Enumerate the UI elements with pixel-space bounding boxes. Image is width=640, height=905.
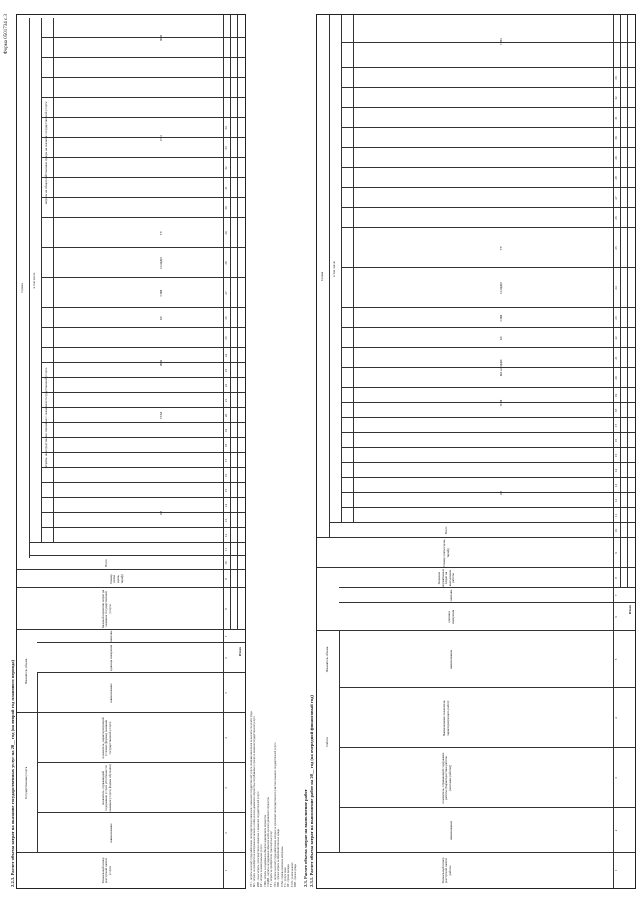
s2-header-work-group: Работа bbox=[325, 737, 330, 747]
s2-colnum: 7 bbox=[613, 594, 618, 597]
s2-colnum: 27 bbox=[613, 196, 618, 200]
s2-colnum: 30 bbox=[613, 136, 618, 140]
s2-colnum: 32 bbox=[613, 96, 618, 100]
s2-header-pnz: ПНЗ bbox=[499, 38, 504, 45]
s1-header-ot: ОТ bbox=[159, 510, 164, 516]
s2-colnum: 31 bbox=[613, 116, 618, 120]
s1-colnum: 24 bbox=[223, 353, 228, 358]
s2-colnum: 4 bbox=[613, 717, 618, 719]
s1-colnum: 17 bbox=[223, 458, 228, 463]
s2-colnum: 5 bbox=[613, 658, 618, 661]
s1-colnum: 2 bbox=[223, 832, 228, 834]
s1-colnum: 30 bbox=[223, 206, 228, 210]
notes-block bbox=[250, 711, 298, 887]
note-line: ОТ2 - затраты на оплату труда работников, которые не принимают непосредственного участия в оказании государственной услуги bbox=[273, 742, 277, 887]
s2-colnum: 24 bbox=[613, 286, 618, 290]
s1-header-service-group: Государственная услуга bbox=[24, 766, 29, 800]
s1-colnum: 18 bbox=[223, 443, 228, 448]
s2-header-ku: КУ bbox=[499, 335, 504, 341]
section2-title-b: 2.3.1. Расчет объема затрат на выполнение работ на 20__ год (на очередной финансовый год) bbox=[309, 695, 314, 887]
s2-header-record-number: Уникальный номер реестровой записи работы bbox=[440, 857, 452, 884]
s1-colnum: 14 bbox=[223, 503, 228, 508]
s1-colnum: 6 bbox=[223, 657, 228, 659]
s2-header-ot: ОТ bbox=[499, 490, 504, 496]
s2-colnum: 10 bbox=[613, 528, 618, 533]
note-line: ПНЗ - прочие нужды bbox=[294, 863, 298, 887]
s2-colnum: 3 bbox=[613, 777, 618, 779]
s1-colnum: 28 bbox=[223, 261, 228, 265]
s1-colnum: 21 bbox=[223, 398, 228, 403]
s1-header-indicator-name: наименование bbox=[109, 683, 114, 703]
note-line: ПР - прочие расходы bbox=[287, 864, 291, 887]
s1-header-unit: единица измерения bbox=[109, 644, 114, 672]
s2-header-content: показатель, отражающий содержание работы (Характеристика работы (описание работы)) bbox=[440, 752, 452, 804]
s1-header-value: значение bbox=[109, 630, 114, 643]
s1-colnum: 33 bbox=[223, 146, 228, 150]
s2-colnum: 29 bbox=[613, 156, 618, 160]
s2-colnum: 25 bbox=[613, 246, 618, 250]
note-line: КУ - затраты на коммунальные услуги bbox=[260, 844, 264, 887]
s1-colnum: 9 bbox=[223, 578, 228, 580]
s2-colnum: 16 bbox=[613, 438, 618, 443]
note-line: ИНЗ - иные затраты, непосредственно связанные с оказанием государственной услуги bbox=[256, 791, 260, 887]
s1-header-sum: Сумма bbox=[20, 283, 25, 293]
s2-header-sodi: СОЦДИ bbox=[499, 282, 504, 294]
s1-header-sodi: СОЦДИ bbox=[159, 257, 164, 269]
s2-colnum: 1 bbox=[613, 869, 618, 872]
s1-header-conditions: показатель, характеризующий условия (формы) оказания государственной услуги bbox=[100, 717, 112, 759]
s1-colnum: 5 bbox=[223, 692, 228, 694]
s2-header-sum: Сумма bbox=[320, 271, 325, 282]
s1-header-gsm: ГСМ bbox=[159, 412, 164, 419]
s1-colnum: 27 bbox=[223, 291, 228, 295]
s1-colnum: 25 bbox=[223, 336, 228, 340]
s1-colnum: 11 bbox=[223, 547, 228, 552]
s2-colnum: 22 bbox=[613, 336, 618, 340]
s1-colnum: 7 bbox=[223, 635, 228, 638]
s2-header-indicator-group: Показатель объема bbox=[325, 646, 330, 673]
s1-header-name: наименование bbox=[109, 823, 114, 843]
s1-header-base-norm: Базовый норматив затрат на оказание государственной услуги bbox=[100, 589, 112, 629]
s1-colnum: 13 bbox=[223, 518, 228, 523]
s1-header-sni: СНИ bbox=[159, 289, 164, 297]
s1-colnum: 26 bbox=[223, 316, 228, 320]
s1-colnum: 34 bbox=[223, 126, 228, 130]
s2-colnum: 8 bbox=[613, 577, 618, 579]
s2-header-name: наименование bbox=[449, 820, 454, 841]
s2-colnum: 12 bbox=[613, 498, 618, 503]
s1-header-total: Всего bbox=[104, 559, 109, 567]
s1-header-including: в том числе bbox=[32, 272, 37, 289]
s1-header-tu: ТУ bbox=[159, 230, 164, 236]
s1-header-ot2: ОТ2 bbox=[159, 135, 164, 141]
s1-header-record-number: Уникальный номер реестровой записи услуги bbox=[100, 857, 112, 884]
s2-colnum: 9 bbox=[613, 552, 618, 554]
s1-colnum: 29 bbox=[223, 231, 228, 235]
s1-header-general-costs: затраты на общехозяйственные нужды на оказание государственной услуги bbox=[44, 101, 49, 205]
s2-header-price: Размер платы (цена, тариф) bbox=[442, 539, 450, 567]
section2-title-a: 2.3. Расчет объема затрат на выполнение работ bbox=[303, 789, 308, 887]
s1-header-inz: ИНЗ bbox=[159, 359, 164, 367]
s2-header-including: в том числе bbox=[332, 261, 337, 277]
s2-header-gsm: ГСМ bbox=[499, 399, 504, 407]
s2-colnum: 19 bbox=[613, 393, 618, 398]
s2-header-mz: МЗ и ОЦДИ bbox=[499, 359, 504, 377]
note-line: ОТ1 - затраты на оплату труда работников, непосредственно связанных с оказанием государственной услуги, включая начисления на выплаты по оплате труда bbox=[250, 711, 253, 887]
s1-header-price: Размер платы (цена, тариф) bbox=[108, 574, 124, 584]
s2-colnum: 26 bbox=[613, 216, 618, 220]
s2-colnum: 23 bbox=[613, 316, 618, 320]
s2-colnum: 20 bbox=[613, 376, 618, 380]
s1-header-indicator-group: Показатель объема bbox=[24, 658, 29, 685]
s2-colnum: 14 bbox=[613, 468, 618, 473]
s2-colnum: 17 bbox=[613, 423, 618, 428]
s1-header-pnz: ПНЗ bbox=[159, 34, 164, 42]
s2-header-unit: единица измерения bbox=[447, 609, 455, 625]
s1-colnum: 4 bbox=[223, 737, 228, 739]
s1-itogo: Итого bbox=[238, 646, 243, 657]
note-line: ПНЗ - прочие затраты на общехозяйственные нужды bbox=[277, 828, 281, 887]
s2-itogo: Итого bbox=[628, 604, 633, 615]
s1-colnum: 15 bbox=[223, 488, 228, 493]
s2-header-total: Всего bbox=[444, 526, 449, 535]
s2-header-sni: СНИ bbox=[499, 314, 504, 322]
note-line: ТУ - затраты на приобретение транспортных услуг bbox=[270, 830, 274, 887]
s1-header-direct-costs: затраты, непосредственно связанные с оказанием государственной услуги bbox=[44, 367, 49, 469]
note-line: УСН - уплата налогов bbox=[290, 862, 294, 887]
form-label: Форма 0501734 с.3 bbox=[4, 14, 9, 55]
s2-colnum: 28 bbox=[613, 176, 618, 180]
s2-header-value: значение bbox=[449, 589, 454, 602]
note-line: ГСМ - горюче-смазочные материалы bbox=[280, 846, 284, 887]
note-line: СНИ - затраты на содержание объектов недвижимого имущества bbox=[263, 815, 267, 887]
note-line: УС - услуги связи bbox=[284, 867, 288, 887]
s2-colnum: 13 bbox=[613, 483, 618, 488]
s1-colnum: 3 bbox=[223, 787, 228, 789]
section1-table bbox=[16, 14, 246, 889]
s1-colnum: 19 bbox=[223, 428, 228, 433]
s1-colnum: 31 bbox=[223, 186, 228, 190]
s1-colnum: 12 bbox=[223, 533, 228, 538]
section2-table bbox=[316, 14, 636, 889]
s1-colnum: 10 bbox=[223, 561, 228, 565]
s2-header-tu: ТУ bbox=[499, 245, 504, 251]
s2-colnum: 15 bbox=[613, 453, 618, 458]
s2-colnum: 33 bbox=[613, 76, 618, 80]
s2-header-norm: Значение нормативных затрат на выполнение работы bbox=[437, 568, 456, 588]
note-line: СОЦДИ - затраты на содержание объектов особо ценного движимого имущества bbox=[267, 797, 271, 887]
s1-colnum: 23 bbox=[223, 368, 228, 373]
s2-colnum: 18 bbox=[613, 408, 618, 413]
s2-colnum: 6 bbox=[613, 616, 618, 618]
s2-colnum: 2 bbox=[613, 829, 618, 832]
note-line: МЗ - затраты на приобретение материальных запасов и особо ценного движимого имущества, потребляемых в процессе оказания государственной услуги bbox=[253, 716, 257, 887]
s1-colnum: 1 bbox=[223, 869, 228, 872]
s1-colnum: 8 bbox=[223, 608, 228, 610]
s1-colnum: 20 bbox=[223, 413, 228, 418]
s1-colnum: 22 bbox=[223, 383, 228, 388]
s1-header-content: показатель, отражающий содержание услуги (Особенности оказания услуги, формы обучения) bbox=[100, 764, 112, 812]
s1-colnum: 16 bbox=[223, 473, 228, 478]
section1-title: 2.2.3. Расчет объема затрат на оказание государственных услуг на 20__ год (на второй год планового периода) bbox=[10, 659, 15, 887]
s1-colnum: 32 bbox=[223, 166, 228, 170]
s2-header-indicator-name: наименование bbox=[449, 649, 454, 670]
s1-header-ku: КУ bbox=[159, 315, 164, 321]
s2-colnum: 11 bbox=[613, 513, 618, 518]
s2-header-conditions: Наименование показателя, характеризующего работу bbox=[442, 699, 450, 737]
s2-colnum: 21 bbox=[613, 356, 618, 360]
